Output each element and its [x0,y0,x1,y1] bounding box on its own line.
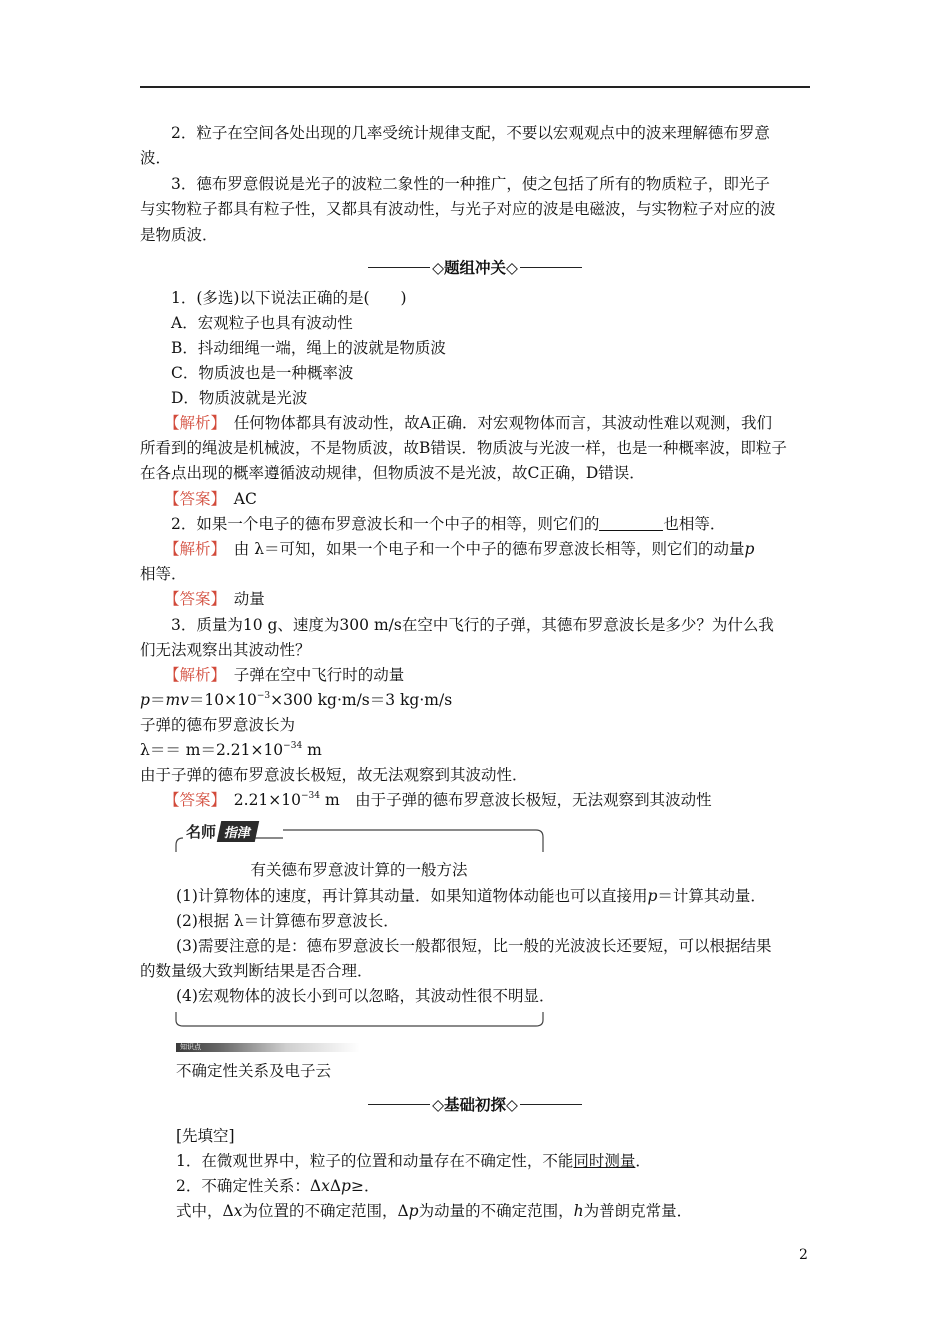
answer-text: 2.21×10 [233,791,302,809]
item-text: ＝计算其动量． [657,887,766,905]
teacher-item-3-line2: 的数量级大致判断结果是否合理． [140,962,373,980]
q1-option-b: B．抖动细绳一端，绳上的波就是物质波 [171,339,446,357]
item-text: (1)计算物体的速度，再计算其动量．如果知道物体动能也可以直接用 [176,887,648,905]
formula-part: ＝ [149,691,166,709]
fill-item-3 [176,1199,846,1224]
intro-p2-line1: 2．粒子在空间各处出现的几率受统计规律支配，不要以宏观观点中的波来理解德布罗意 [171,124,770,142]
symbol-x: x [321,1177,330,1195]
knowledge-point-title: 不确定性关系及电子云 [176,1062,332,1080]
q2-analysis-line2: 相等． [140,565,187,583]
item-text: 为动量的不确定范围， [418,1202,574,1220]
symbol-p: p [140,691,150,709]
item-text: Δ [329,1177,342,1195]
analysis-tag: 【解析】 [164,414,219,432]
symbol-x: x [233,1202,243,1220]
teacher-item-4: (4)宏观物体的波长小到可以忽略，其波动性很不明显． [176,987,555,1005]
analysis-tag: 【解析】 [164,540,219,558]
item-text: ． [635,1152,651,1170]
q1-option-a: A．宏观粒子也具有波动性 [171,314,353,332]
fill-item-1 [176,1149,846,1174]
intro-p3-line2: 与实物粒子都具有粒子性，又都具有波动性，与光子对应的波是电磁波，与实物粒子对应的波 [140,200,776,218]
item-text: 为普朗克常量． [583,1202,693,1220]
q3-stem-line1: 3．质量为10 g、速度为300 m/s在空中飞行的子弹，其德布罗意波长是多少？为什么我 [171,616,774,634]
intro-p3-line3: 是物质波． [140,226,218,244]
section-title: 题组冲关 [443,259,506,277]
q2-stem-tail: 也相等． [663,515,726,533]
answer-text: AC [233,490,257,508]
fill-header: [先填空] [176,1127,235,1145]
section-title: 基础初探 [443,1096,506,1114]
teacher-box-title: 有关德布罗意波计算的一般方法 [250,861,468,879]
formula-part: ＝10×10 [188,691,257,709]
item-text: 2．不确定性关系：Δ [176,1177,322,1195]
diamond-icon: ◇ [432,259,444,277]
formula-part: ×300 kg·m/s＝3 kg·m/s [270,691,453,709]
symbol-mv: mv [165,691,189,709]
q1-option-c: C．物质波也是一种概率波 [171,364,354,382]
symbol-p: p [408,1202,419,1220]
intro-p2-line2: 波． [140,149,172,167]
analysis-text: 子弹在空中飞行时的动量 [233,666,405,684]
analysis-text: 任何物体都具有波动性，故A正确．对宏观物体而言，其波动性难以观测，我们 [233,414,772,432]
answer-text: 动量 [233,590,265,608]
section-heading-2 [0,1093,950,1115]
q3-conclusion: 由于子弹的德布罗意波长极短，故无法观察到其波动性． [140,766,528,784]
diamond-icon: ◇ [432,1096,444,1114]
answer-text: m 由于子弹的德布罗意波长极短，无法观察到其波动性 [320,791,712,809]
answer-tag: 【答案】 [164,791,219,809]
answer-tag: 【答案】 [164,490,219,508]
formula-part: λ＝＝ m＝2.21×10 [140,741,284,759]
formula-part: m [302,741,322,759]
q2-stem-text: 2．如果一个电子的德布罗意波长和一个中子的相等，则它们的 [171,515,600,533]
exponent: −34 [283,741,303,751]
item-text: 式中，Δ [176,1202,234,1220]
q1-stem: 1．(多选)以下说法正确的是( ) [171,289,407,307]
diamond-icon: ◇ [506,1096,518,1114]
page-number: 2 [799,1247,808,1263]
exponent: −3 [256,691,271,701]
q3-stem-line2: 们无法观察出其波动性？ [140,641,311,659]
teacher-badge [183,820,257,842]
item-text: 1．在微观世界中，粒子的位置和动量存在不确定性，不能 [176,1152,574,1170]
q1-analysis-line2: 所看到的绳波是机械波，不是物质波，故B错误．物质波与光波一样，也是一种概率波，即粒子 [140,439,787,457]
underlined-answer: 同时测量 [573,1152,636,1170]
symbol-p: p [647,887,658,905]
knowledge-point-strip [176,1043,360,1052]
symbol-h: h [573,1202,584,1220]
symbol-p: p [341,1177,351,1195]
item-text: ≥． [350,1177,380,1195]
teacher-item-2: (2)根据 λ＝计算德布罗意波长． [176,912,399,930]
knowledge-point-label: 知识点 [180,1043,201,1051]
q1-analysis-line3: 在各点出现的概率遵循波动规律，但物质波不是光波，故C正确，D错误． [140,464,645,482]
analysis-text: 由 λ＝可知，如果一个电子和一个中子的德布罗意波长相等，则它们的动量 [233,540,745,558]
heading-rule-left [368,1104,430,1105]
heading-rule-right [520,1104,582,1105]
fill-item-2 [176,1174,846,1199]
teacher-item-1 [176,884,846,909]
item-text: 为位置的不确定范围，Δ [242,1202,409,1220]
answer-tag: 【答案】 [164,590,219,608]
analysis-tag: 【解析】 [164,666,219,684]
q1-option-d: D．物质波就是光波 [171,389,308,407]
intro-p3-line1: 3．德布罗意假说是光子的波粒二象性的一种推广，使之包括了所有的物质粒子，即光子 [171,175,770,193]
badge-right: 指津 [217,821,259,842]
teacher-item-3-line1: (3)需要注意的是：德布罗意波长一般都很短，比一般的光波波长还要短，可以根据结果 [176,937,772,955]
symbol-p: p [744,540,755,558]
exponent: −34 [301,791,321,801]
diamond-icon: ◇ [506,259,518,277]
badge-left: 名师 [183,821,219,842]
q3-wavelength-label: 子弹的德布罗意波长为 [140,716,296,734]
